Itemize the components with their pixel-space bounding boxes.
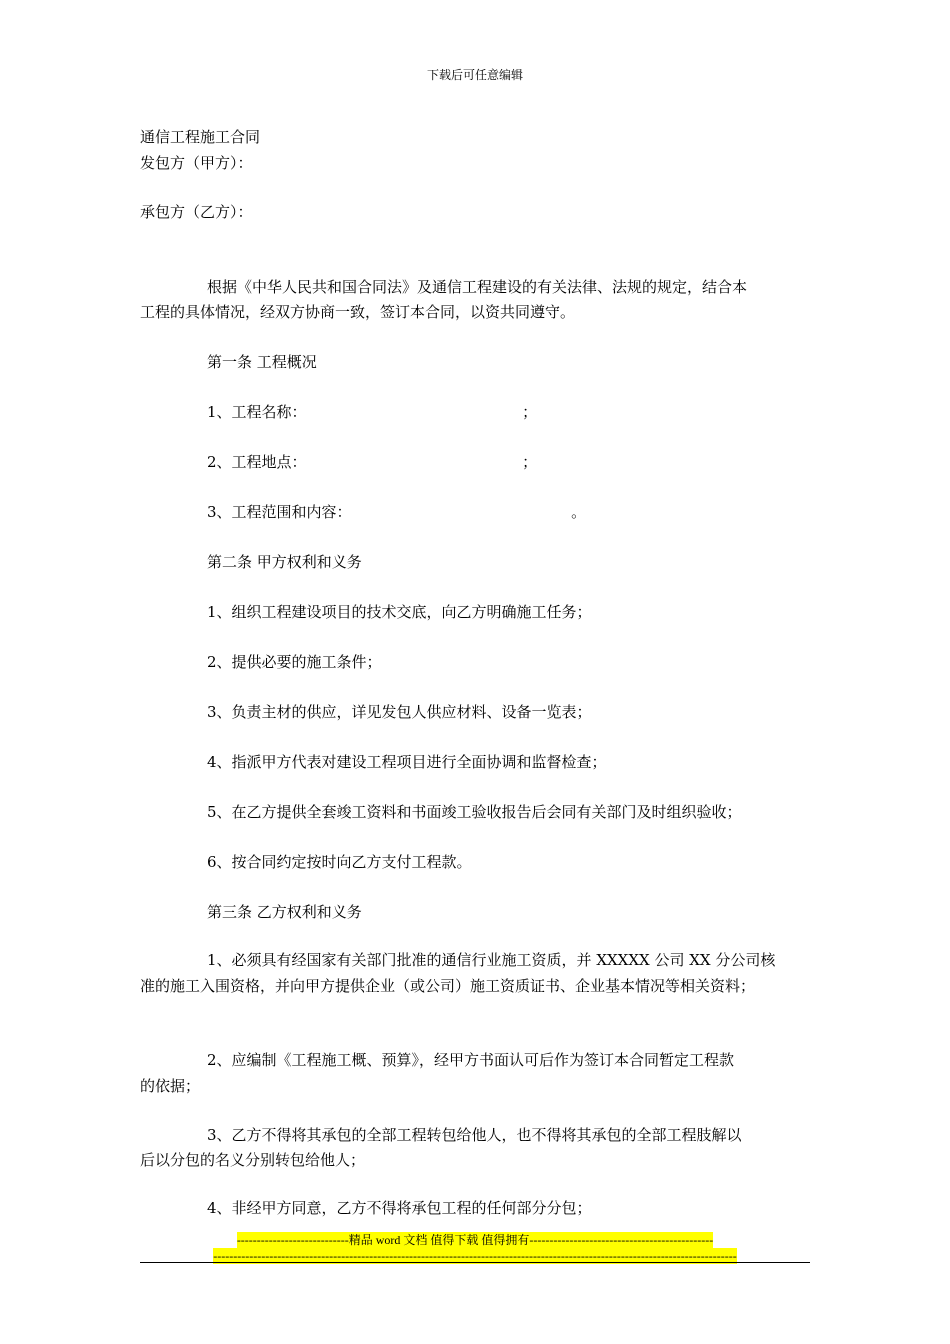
- article-2-item: 6、按合同约定按时向乙方支付工程款。: [207, 853, 472, 871]
- footer-banner-line-1: ----------------------------精品 word 文档 值得下载 值得拥有----------------------------------------------: [236, 1233, 714, 1247]
- project-name-label: 1、工程名称：: [207, 403, 307, 421]
- project-name-end: ；: [522, 403, 538, 421]
- article-2-title: 第二条 甲方权利和义务: [207, 553, 362, 571]
- project-location-label: 2、工程地点：: [207, 453, 307, 471]
- article-2-item: 2、提供必要的施工条件；: [207, 653, 382, 671]
- article-3-item-3-line-1: 3、乙方不得将其承包的全部工程转包给他人，也不得将其承包的全部工程肢解以: [207, 1126, 742, 1144]
- article-1-item-2: [207, 452, 537, 472]
- party-a-label: 发包方（甲方）：: [140, 154, 253, 172]
- article-1-title: 第一条 工程概况: [207, 353, 317, 371]
- article-3-item-3-line-2: 后以分包的名义分别转包给他人；: [140, 1151, 366, 1169]
- page-header: 下载后可任意编辑: [426, 68, 523, 82]
- article-1-item-1: [207, 402, 537, 422]
- article-2-item: 5、在乙方提供全套竣工资料和书面竣工验收报告后会同有关部门及时组织验收；: [207, 803, 742, 821]
- article-2-item: 1、组织工程建设项目的技术交底，向乙方明确施工任务；: [207, 603, 592, 621]
- article-2-item: 3、负责主材的供应，详见发包人供应材料、设备一览表；: [207, 703, 592, 721]
- article-2-item: 4、指派甲方代表对建设工程项目进行全面协调和监督检查；: [207, 753, 607, 771]
- article-3-item-1-line-1: 1、必须具有经国家有关部门批准的通信行业施工资质，并 XXXXX 公司 XX 分公司核: [207, 951, 776, 969]
- article-3-item-1-line-2: 准的施工入围资格，并向甲方提供企业（或公司）施工资质证书、企业基本情况等相关资料；: [140, 977, 756, 995]
- article-3-item-2-line-2: 的依据；: [140, 1077, 201, 1095]
- footer-divider: [140, 1262, 810, 1263]
- article-3-item-2-line-1: 2、应编制《工程施工概、预算》，经甲方书面认可后作为签订本合同暂定工程款: [207, 1051, 735, 1069]
- project-scope-label: 3、工程范围和内容：: [207, 503, 352, 521]
- project-location-end: ；: [522, 453, 538, 471]
- article-3-item-4: 4、非经甲方同意，乙方不得将承包工程的任何部分分包；: [207, 1199, 592, 1217]
- footer-banner-line-2: -----------------------------------------------------------------------------------------------------------------------------------: [213, 1249, 737, 1263]
- party-b-label: 承包方（乙方）：: [140, 203, 253, 221]
- article-3-title: 第三条 乙方权利和义务: [207, 903, 362, 921]
- article-1-item-3: [207, 502, 586, 522]
- intro-line-2: 工程的具体情况，经双方协商一致，签订本合同，以资共同遵守。: [140, 303, 576, 321]
- project-scope-end: 。: [571, 503, 587, 521]
- intro-line-1: 根据《中华人民共和国合同法》及通信工程建设的有关法律、法规的规定，结合本: [207, 278, 748, 296]
- document-title: 通信工程施工合同: [140, 128, 261, 146]
